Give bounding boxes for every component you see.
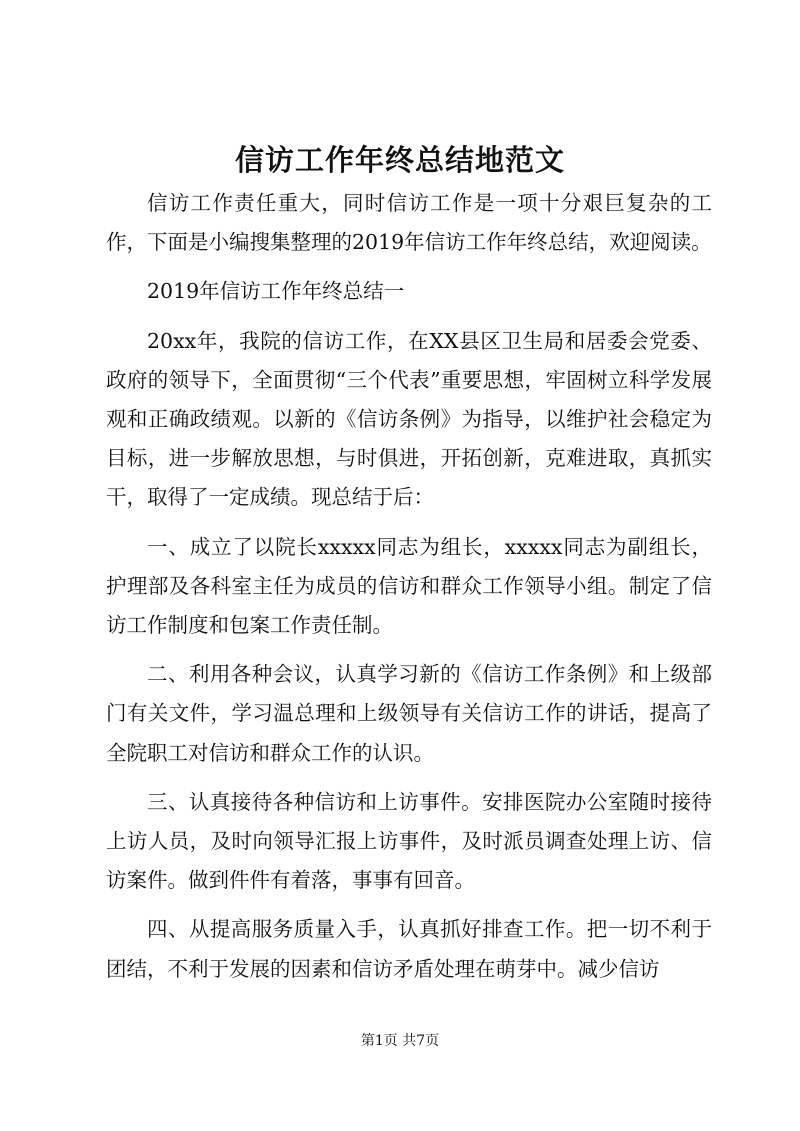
document-body <box>106 184 712 989</box>
paragraph-summary: 20xx年，我院的信访工作，在XX县区卫生局和居委会党委、政府的领导下，全面贯彻“三个代表”重要思想，牢固树立科学发展观和正确政绩观。以新的《信访条例》为指导，以维护社会稳定为目标，进一步解放思想，与时俱进，开拓创新，克难进取，真抓实干，取得了一定成绩。现总结于后： <box>106 328 712 510</box>
paragraph-item-2: 二、利用各种会议，认真学习新的《信访工作条例》和上级部门有关文件，学习温总理和上级领导有关信访工作的讲话，提高了全院职工对信访和群众工作的认识。 <box>106 662 712 765</box>
paragraph-item-1: 一、成立了以院长xxxxx同志为组长，xxxxx同志为副组长，护理部及各科室主任为成员的信访和群众工作领导小组。制定了信访工作制度和包案工作责任制。 <box>106 534 712 638</box>
section-heading: 2019年信访工作年终总结一 <box>147 279 405 304</box>
document-title: 信访工作年终总结地范文 <box>234 143 565 177</box>
paragraph-intro: 信访工作责任重大，同时信访工作是一项十分艰巨复杂的工作，下面是小编搜集整理的2019年信访工作年终总结，欢迎阅读。 <box>106 191 712 255</box>
paragraph-item-3: 三、认真接待各种信访和上访事件。安排医院办公室随时接待上访人员，及时向领导汇报上访事件，及时派员调查处理上访、信访案件。做到件件有着落，事事有回音。 <box>106 789 712 893</box>
paragraph-item-4: 四、从提高服务质量入手，认真抓好排查工作。把一切不利于团结，不利于发展的因素和信访矛盾处理在萌芽中。减少信访 <box>106 917 712 981</box>
page-number: 第1页 共7页 <box>360 1033 440 1049</box>
